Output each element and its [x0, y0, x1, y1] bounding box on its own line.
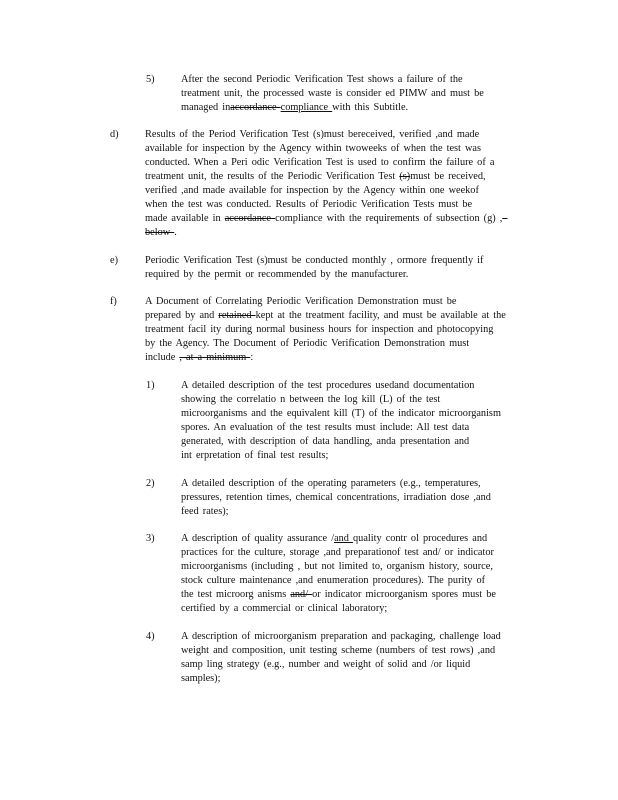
text-run: After the second Periodic Verification Test shows a failure of the — [181, 74, 463, 85]
text-line — [145, 170, 533, 184]
text-run: A Document of Correlating Periodic Verification Demonstration must be — [145, 296, 457, 307]
text-run: practices for the culture, storage ,and preparationof test and/ or indicator — [181, 547, 494, 558]
text-run: conducted. When a Peri odic Verification Test is used to confirm the failure of a — [145, 157, 495, 168]
text-run: samp ling strategy (e.g., number and weight of solid and /or liquid — [181, 659, 471, 670]
text-run: A description of microorganism preparation and packaging, challenge load — [181, 631, 501, 642]
struck-text: below — [145, 227, 175, 238]
item-label: 5) — [146, 74, 155, 85]
underlined-text: and — [334, 533, 354, 544]
text-run: the test microorg anisms — [181, 589, 291, 600]
text-run: microorganisms and the equivalent kill (T) of the indicator microorganism — [181, 408, 501, 419]
paragraph-label: e) — [110, 255, 118, 266]
paragraph-label: d) — [110, 129, 119, 140]
subitem-label: 3) — [146, 533, 155, 544]
text-run: microorganisms (including , but not limited to, organism history, source, — [181, 561, 493, 572]
text-line — [145, 184, 533, 198]
text-line — [145, 323, 535, 337]
struck-text: accordance — [224, 213, 276, 224]
text-line — [145, 156, 533, 170]
text-line — [181, 644, 539, 658]
subitem-label: 4) — [146, 631, 155, 642]
text-line — [181, 630, 539, 644]
text-line — [145, 254, 520, 268]
text-line — [181, 491, 527, 505]
text-line — [181, 421, 529, 435]
text-run: kept at the treatment facility, and must be available at the — [255, 310, 506, 321]
text-line — [181, 574, 527, 588]
text-line — [145, 198, 533, 212]
subitem-text — [181, 630, 539, 686]
text-run: certified by a commercial or clinical laboratory; — [181, 603, 388, 614]
text-line — [145, 142, 533, 156]
text-run: . — [174, 227, 177, 238]
text-line — [145, 226, 533, 240]
text-run: generated, with description of data handling, anda presentation and — [181, 436, 470, 447]
subitem-text — [181, 379, 529, 463]
subitem-text — [181, 532, 527, 616]
text-run: with this Subtitle. — [332, 102, 409, 113]
text-line — [145, 351, 535, 365]
text-line — [181, 449, 529, 463]
underlined-text: compliance — [280, 102, 333, 113]
text-line — [181, 407, 529, 421]
text-run: required by the permit or recommended by the manufacturer. — [145, 269, 409, 280]
text-run: pressures, retention times, chemical concentrations, irradiation dose ,and — [181, 492, 491, 503]
text-run: treatment facil ity during normal business hours for inspection and photocopying — [145, 324, 494, 335]
text-run: Periodic Verification Test (s)must be conducted monthly , ormore frequently if — [145, 255, 484, 266]
text-run: verified ,and made available for inspection by the Agency within one weekof — [145, 185, 479, 196]
subitem-label: 1) — [146, 380, 155, 391]
text-line — [181, 588, 527, 602]
text-run: : — [250, 352, 254, 363]
text-run: must be received, — [410, 171, 486, 182]
text-line — [181, 602, 527, 616]
text-run: Results of the Period Verification Test (s)must bereceived, verified ,and made — [145, 129, 480, 140]
subitem-label: 2) — [146, 478, 155, 489]
text-line — [181, 546, 527, 560]
text-line — [145, 128, 533, 142]
text-run: available for inspection by the Agency within twoweeks of when the test was — [145, 143, 481, 154]
struck-text: – — [502, 213, 508, 224]
text-run: stock culture maintenance ,and enumeration procedures). The purity of — [181, 575, 486, 586]
text-line — [181, 435, 529, 449]
text-line — [181, 477, 527, 491]
text-line — [181, 505, 527, 519]
text-run: or indicator microorganism spores must be — [312, 589, 496, 600]
paragraph-label: f) — [110, 296, 117, 307]
struck-text: and/ — [290, 589, 313, 600]
struck-text: accordance — [230, 102, 281, 113]
struck-text: , at a minimum — [179, 352, 251, 363]
text-line — [181, 658, 539, 672]
text-line — [181, 379, 529, 393]
text-run: showing the correlatio n between the log kill (L) of the test — [181, 394, 441, 405]
text-line — [181, 560, 527, 574]
text-run: by the Agency. The Document of Periodic Verification Demonstration must — [145, 338, 470, 349]
text-run: include — [145, 352, 180, 363]
text-run: made available in — [145, 213, 225, 224]
subitem-text — [181, 477, 527, 519]
paragraph-text — [145, 295, 535, 365]
paragraph-text — [145, 128, 533, 240]
text-run: samples); — [181, 673, 221, 684]
text-run: spores. An evaluation of the test results must include: All test data — [181, 422, 470, 433]
text-line — [145, 212, 533, 226]
text-run: prepared by and — [145, 310, 219, 321]
text-run: when the test was conducted. Results of Periodic Verification Tests must be — [145, 199, 473, 210]
text-run: A description of quality assurance / — [181, 533, 335, 544]
text-run: weight and composition, unit testing scheme (numbers of test rows) ,and — [181, 645, 496, 656]
paragraph-text — [145, 254, 520, 282]
text-line — [145, 295, 535, 309]
text-line — [145, 309, 535, 323]
text-line — [181, 87, 516, 101]
text-run: treatment unit, the results of the Periodic Verification Test — [145, 171, 400, 182]
struck-text: (s) — [399, 171, 411, 182]
item-text — [181, 73, 516, 115]
text-run: managed in — [181, 102, 231, 113]
text-line — [181, 393, 529, 407]
text-run: feed rates); — [181, 506, 229, 517]
text-line — [181, 101, 516, 115]
text-line — [181, 672, 539, 686]
text-run: treatment unit, the processed waste is consider ed PIMW and must be — [181, 88, 484, 99]
text-line — [145, 337, 535, 351]
struck-text: retained — [218, 310, 256, 321]
text-run: int erpretation of final test results; — [181, 450, 329, 461]
text-run: A detailed description of the test procedures usedand documentation — [181, 380, 475, 391]
text-line — [181, 532, 527, 546]
text-line — [181, 73, 516, 87]
text-run: compliance with the requirements of subsection (g) , — [275, 213, 503, 224]
text-run: quality contr ol procedures and — [353, 533, 488, 544]
text-line — [145, 268, 520, 282]
text-run: A detailed description of the operating parameters (e.g., temperatures, — [181, 478, 481, 489]
